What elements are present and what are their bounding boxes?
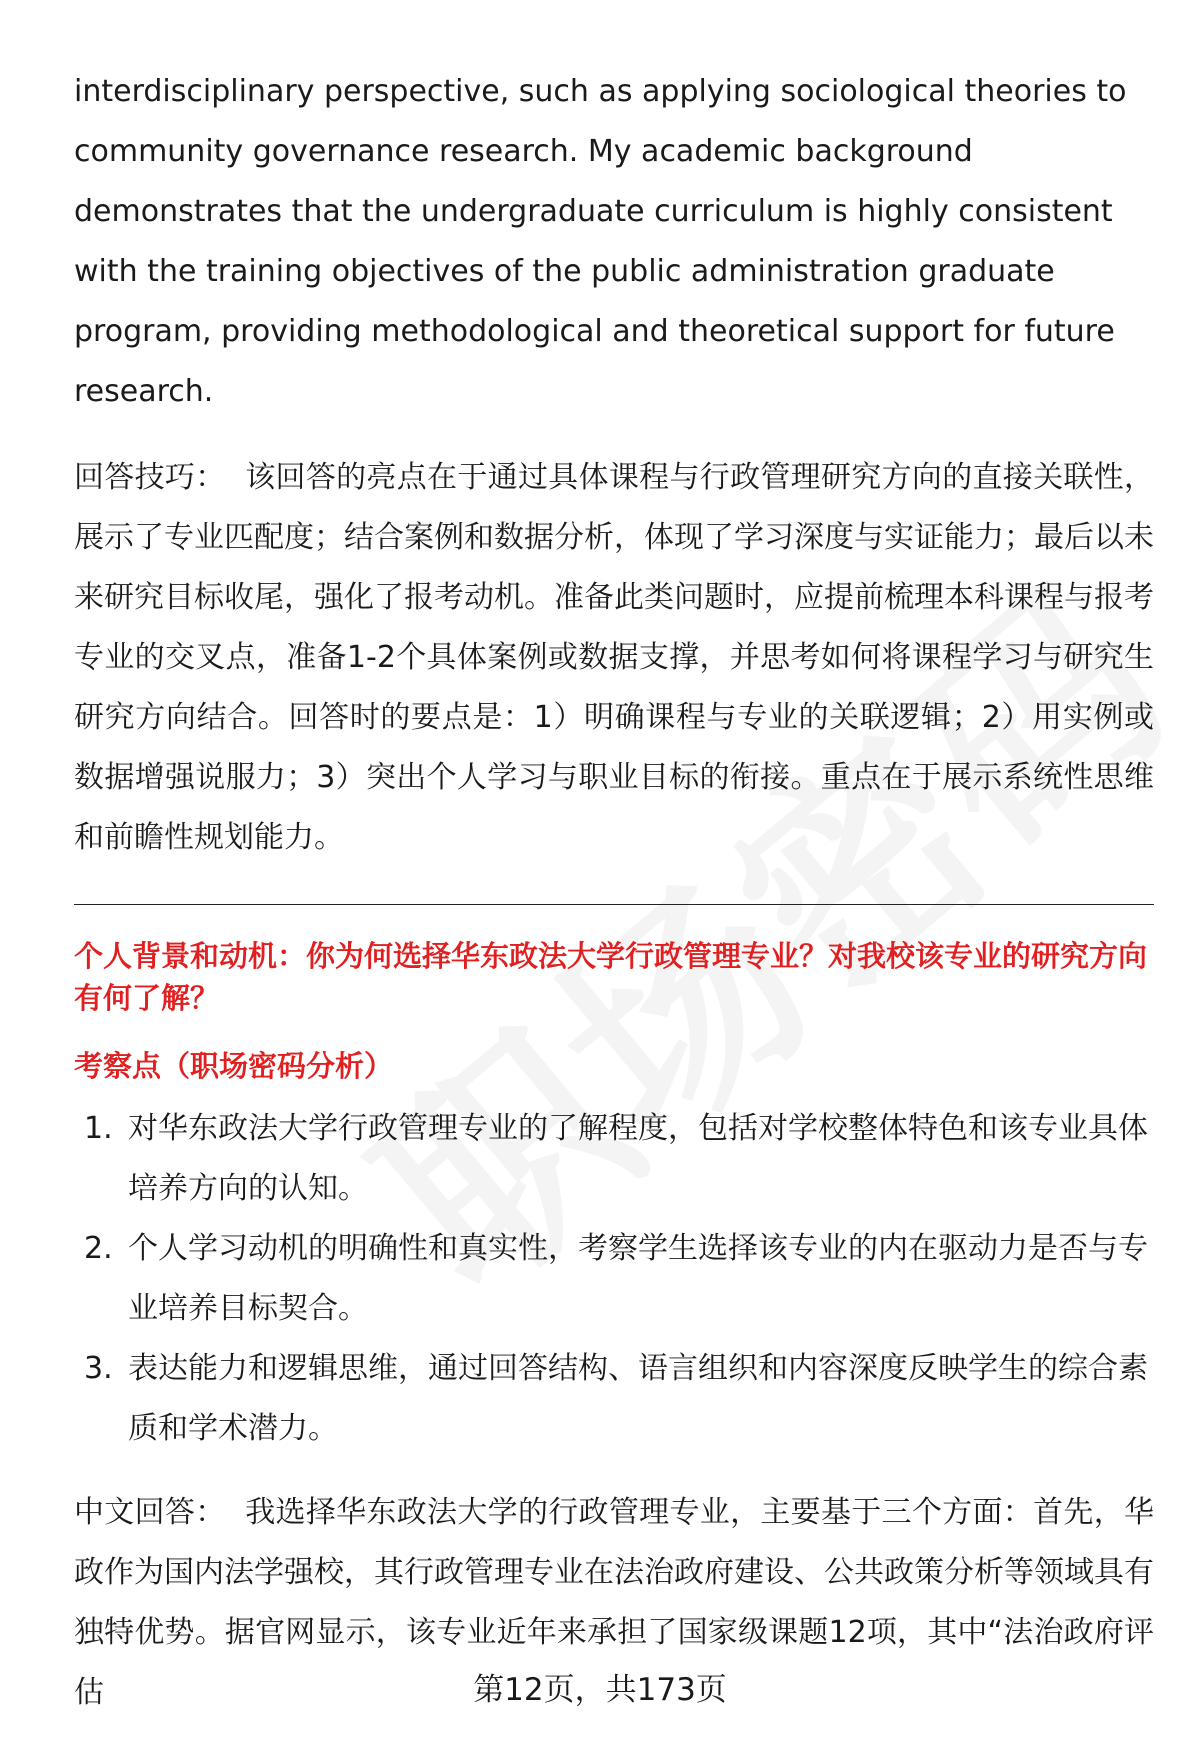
document-page: [74, 62, 1154, 1723]
list-text: 对华东政法大学行政管理专业的了解程度，包括对学校整体特色和该专业具体培养方向的认知。: [128, 1111, 1148, 1206]
tips-label: 回答技巧：: [74, 460, 226, 495]
list-item: [74, 1099, 1154, 1219]
intro-paragraph: interdisciplinary perspective, such as applying sociological theories to community governance research. My academic background demonstrates that the undergraduate curriculum is highly consistent with the training objectives of the public administration graduate program, providing methodological and theoretical support for future research.: [74, 74, 1127, 409]
page-footer: 第12页，共173页: [473, 1672, 727, 1708]
question-heading: 个人背景和动机：你为何选择华东政法大学行政管理专业？对我校该专业的研究方向有何了解？: [74, 939, 1148, 1015]
list-number: 1.: [84, 1111, 113, 1146]
list-text: 表达能力和逻辑思维，通过回答结构、语言组织和内容深度反映学生的综合素质和学术潜力。: [128, 1351, 1148, 1446]
tips-paragraph: [74, 448, 1154, 868]
answer-label: 中文回答：: [74, 1495, 226, 1530]
section-divider: [74, 904, 1154, 905]
list-item: [74, 1339, 1154, 1459]
tips-text: 该回答的亮点在于通过具体课程与行政管理研究方向的直接关联性，展示了专业匹配度；结合案例和数据分析，体现了学习深度与实证能力；最后以未来研究目标收尾，强化了报考动机。准备此类问题时，应提前梳理本科课程与报考专业的交叉点，准备1-2个具体案例或数据支撑，并思考如何将课程学习与研究生研究方向结合。回答时的要点是：1）明确课程与专业的关联逻辑；2）用实例或数据增强说服力；3）突出个人学习与职业目标的衔接。重点在于展示系统性思维和前瞻性规划能力。: [74, 460, 1155, 855]
list-item: [74, 1219, 1154, 1339]
list-number: 3.: [84, 1351, 113, 1386]
list-number: 2.: [84, 1231, 113, 1266]
assessment-list: [74, 1099, 1154, 1459]
answer-text: 我选择华东政法大学的行政管理专业，主要基于三个方面：首先，华政作为国内法学强校，其行政管理专业在法治政府建设、公共政策分析等领域具有独特优势。据官网显示，该专业近年来承担了国家级课题12项，其中“法治政府评估: [74, 1495, 1155, 1710]
assessment-heading: 考察点（职场密码分析）: [74, 1049, 394, 1083]
list-text: 个人学习动机的明确性和真实性，考察学生选择该专业的内在驱动力是否与专业培养目标契合。: [128, 1231, 1148, 1326]
